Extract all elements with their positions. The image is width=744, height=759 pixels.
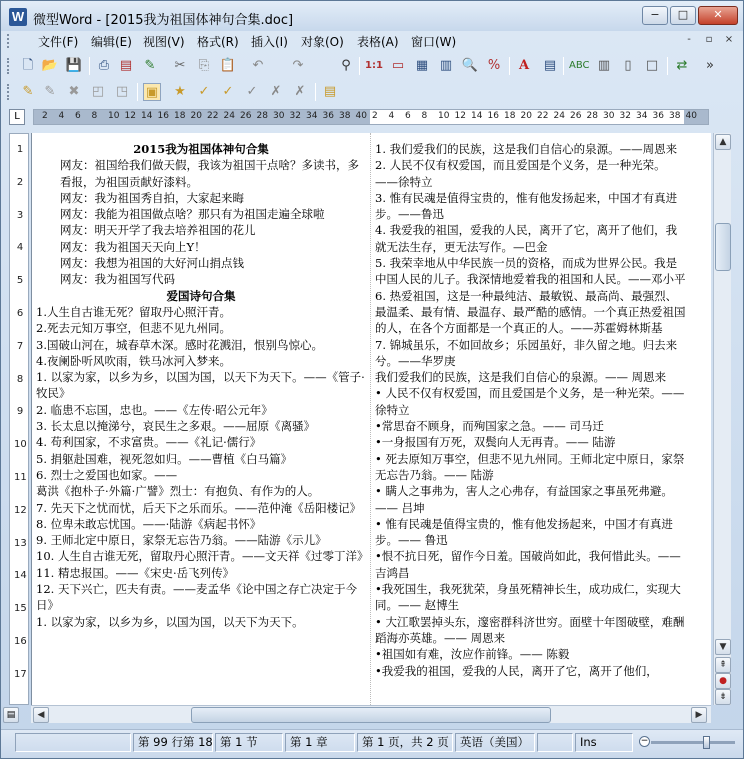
document-paragraph: 1. 我们爱我们的民族，这是我们自信心的泉源。——周恩来 (375, 142, 678, 156)
document-paragraph: • 瞒人之事弗为，害人之心弗存，有益国家之事虽死弗避。—— 吕坤 (375, 484, 673, 515)
document-paragraph: 网友：我能为祖国做点啥？那只有为祖国走遍全球啦 (60, 207, 325, 222)
text-style-icon[interactable]: A (518, 58, 530, 73)
ruler-number: 18 (174, 111, 186, 121)
left-column (36, 141, 369, 630)
ruler-number: 28 (586, 111, 598, 121)
find-icon[interactable]: ⚲ (341, 58, 351, 73)
page-layout-icon[interactable]: ▦ (415, 58, 429, 73)
ruler-number: 40 (355, 111, 367, 121)
status-chapter: 第 1 章 (285, 733, 355, 752)
ruler-number: 28 (256, 111, 268, 121)
ruler-number: 6 (405, 111, 411, 121)
ruler-number: 32 (619, 111, 631, 121)
ruler-line-number: 10 (14, 439, 27, 451)
status-insert-mode[interactable]: Ins (575, 733, 633, 752)
review-toolbar (1, 79, 743, 105)
document-paragraph: •常思奋不顾身，而殉国家之急。—— 司马迁 (375, 419, 604, 434)
ruler-line-number: 5 (16, 275, 24, 287)
ruler-line-number: 8 (16, 373, 24, 385)
toolbar-separator (563, 57, 564, 75)
ruler-number: 2 (42, 111, 48, 121)
ruler-number: 16 (157, 111, 169, 121)
ruler-number: 34 (306, 111, 318, 121)
line-numbers-icon[interactable]: 1:1 (365, 60, 383, 71)
document-paragraph: 网友：我想为祖国的大好河山捐点钱 (60, 256, 244, 271)
status-blank-2 (537, 733, 573, 752)
ruler-number: 12 (124, 111, 136, 121)
ruler-number: 24 (223, 111, 235, 121)
document-paragraph: 3. 惟有民魂是值得宝贵的，惟有他发扬起来，中国才有真进步。——鲁迅 (375, 190, 678, 222)
ruler-line-number: 4 (16, 242, 24, 254)
ruler-number: 24 (553, 111, 565, 121)
toolbar-overflow-icon[interactable]: » (706, 58, 714, 73)
document-paragraph: 1.人生自古谁无死？留取丹心照汗青。 (36, 304, 231, 319)
document-paragraph: •恨不抗日死，留作今日羞。国破尚如此，我何惜此头。—— 吉鸿昌 (375, 549, 681, 580)
paste-icon[interactable]: 📋 (219, 58, 237, 73)
ruler-line-number: 12 (14, 504, 27, 516)
document-paragraph: •我爱我的祖国，爱我的人民，离开了它，离开了他们， (375, 663, 658, 678)
columns-icon[interactable]: ▥ (597, 58, 611, 73)
document-paragraph: 2015我为祖国体神句合集 (133, 142, 269, 156)
document-paragraph: 3.国破山河在，城春草木深。感时花溅泪，恨别鸟惊心。 (36, 337, 323, 352)
previous-page-button[interactable]: ⇞ (715, 657, 731, 673)
ruler-number: 30 (273, 111, 285, 121)
vertical-scrollbar[interactable] (713, 133, 731, 705)
status-line-col: 第 99 行第 18 (133, 733, 213, 752)
document-paragraph: • 死去原知万事空，但悲不见九州同。王师北定中原日，家祭无忘告乃翁。—— 陆游 (375, 451, 685, 482)
status-page: 第 1 页，共 2 页 (357, 733, 453, 752)
ruler-number: 10 (438, 111, 450, 121)
sync-icon[interactable]: ⇄ (676, 58, 688, 73)
bookmark-new-icon[interactable]: ✎ (22, 84, 34, 99)
percent-icon[interactable]: % (487, 58, 501, 73)
ruler-number: 26 (570, 111, 582, 121)
next-comment-icon[interactable]: ◳ (115, 84, 129, 99)
scroll-down-button[interactable]: ▼ (715, 639, 731, 655)
title-bar[interactable] (1, 1, 743, 31)
document-paragraph: 2. 临患不忘国，忠也。——《左传·昭公元年》 (36, 402, 273, 417)
ruler-number: 36 (322, 111, 334, 121)
ruler-number: 20 (520, 111, 532, 121)
new-document-icon[interactable]: 🗋 (22, 58, 34, 73)
ruler-number: 12 (454, 111, 466, 121)
spellcheck-doc-icon[interactable]: ✎ (144, 58, 156, 73)
scroll-left-button[interactable]: ◀ (33, 707, 49, 723)
undo-icon[interactable]: ↶ (252, 58, 264, 73)
document-paragraph: 7. 先天下之忧而忧，后天下之乐而乐。——范仲淹《岳阳楼记》 (36, 500, 362, 515)
zoom-slider-knob[interactable] (703, 736, 710, 749)
ruler-number: 40 (685, 111, 697, 121)
compare-icon[interactable]: ✗ (270, 84, 282, 99)
right-column (375, 141, 687, 679)
doc-minimize-button[interactable]: - (687, 34, 691, 45)
document-paragraph: 9. 王师北定中原日，家祭无忘告乃翁。——陆游《示儿》 (36, 533, 327, 548)
menu-table[interactable]: 表格(A) (357, 35, 399, 49)
tab-stop-selector[interactable]: L (9, 109, 25, 125)
status-section: 第 1 节 (215, 733, 283, 752)
document-paragraph: 爱国诗句合集 (166, 288, 236, 303)
document-paragraph: 4. 苟利国家，不求富贵。——《礼记·儒行》 (36, 435, 262, 450)
ruler-number: 2 (372, 111, 378, 121)
ruler-number: 30 (603, 111, 615, 121)
document-paragraph: 4. 我爱我的祖国，爱我的人民，离开了它，离开了他们，我就无法生存，更无法写作。—巴金 (375, 223, 678, 254)
word-app-icon[interactable]: W (9, 8, 27, 26)
toolbar-separator (509, 57, 510, 75)
document-paragraph: 网友：我为祖国秀自拍，大家起来晦 (60, 190, 244, 205)
menu-edit[interactable]: 编辑(E) (91, 35, 132, 49)
horizontal-scrollbar[interactable] (6, 705, 711, 723)
save-icon[interactable]: 💾 (65, 58, 83, 73)
document-paragraph: 葛洪《抱朴子·外篇·广譬》烈士：有抱负、有作为的人。 (36, 484, 320, 499)
print-icon[interactable]: ⎙ (98, 58, 110, 73)
menu-insert[interactable]: 插入(I) (251, 35, 288, 49)
document-paragraph: 12. 天下兴亡，匹夫有责。——麦孟华《论中国之存亡决定于今日》 (36, 582, 357, 613)
document-paragraph: 2.死去元知万事空，但悲不见九州同。 (36, 321, 231, 336)
compare-docs-icon[interactable]: ✗ (294, 84, 306, 99)
close-button[interactable]: ✕ (698, 6, 738, 25)
document-paragraph: 6. 热爱祖国，这是一种最纯洁、最敏锐、最高尚、最强烈、最温柔、最有情、最温存、最严酷的感情。一个真正热爱祖国的人，在各个方面都是一个真正的人。——苏霍姆林斯基 (375, 288, 686, 336)
ruler-number: 8 (421, 111, 428, 121)
accept-change-icon[interactable]: ★ (174, 84, 186, 99)
document-paragraph: 网友：我为祖国天天向上Y！ (60, 239, 206, 254)
document-paragraph: •我死国生，我死犹荣，身虽死精神长生，成功成仁，实现大同。—— 赵博生 (375, 582, 681, 613)
ruler-line-number: 3 (16, 209, 24, 221)
ruler-row (1, 105, 743, 129)
print-preview-icon[interactable]: ▤ (119, 58, 133, 73)
two-pages-icon[interactable]: ▥ (439, 58, 453, 73)
document-paragraph: 1. 以家为家，以乡为乡，以国为国，以天下为天下。 (36, 614, 304, 629)
zoom-slider[interactable] (651, 741, 735, 744)
ruler-number: 38 (339, 111, 351, 121)
document-paragraph: 3. 长太息以掩涕兮，哀民生之多艰。——屈原《离骚》 (36, 419, 316, 434)
ruler-line-number: 6 (16, 308, 24, 319)
ruler-number: 34 (636, 111, 648, 121)
ruler-line-number: 16 (14, 636, 27, 647)
menu-view[interactable]: 视图(V) (143, 35, 185, 49)
ruler-number: 20 (190, 111, 202, 121)
ruler-number: 38 (669, 111, 681, 121)
maximize-button[interactable]: □ (670, 6, 696, 25)
ruler-line-number: 7 (16, 340, 24, 352)
track-changes-icon[interactable]: ▣ (143, 83, 161, 101)
document-page[interactable] (31, 133, 711, 705)
document-paragraph: 4.夜阑卧听风吹雨，铁马冰河入梦来。 (36, 353, 231, 368)
ruler-number: 6 (75, 111, 81, 121)
table-icon[interactable]: ▤ (543, 58, 557, 73)
status-blank (15, 733, 131, 752)
next-page-button[interactable]: ⇟ (715, 689, 731, 705)
ruler-line-number: 13 (14, 537, 27, 549)
doc-close-button[interactable]: × (724, 34, 734, 45)
ruler-number: 4 (388, 111, 395, 121)
status-language[interactable]: 英语（美国） (455, 733, 535, 752)
ruler-number: 10 (108, 111, 120, 121)
document-paragraph: 8. 位卑未敢忘忧国。——·陆游《病起书怀》 (36, 516, 262, 531)
ruler-number: 18 (504, 111, 516, 121)
document-paragraph: 网友：明天开学了我去培养祖国的花儿 (60, 223, 256, 238)
ruler-line-number: 1 (16, 144, 24, 155)
copy-icon[interactable]: ⎘ (198, 58, 210, 73)
horizontal-scroll-thumb[interactable] (191, 707, 551, 723)
ruler-line-number: 9 (16, 406, 24, 418)
document-paragraph: 网友：祖国给我们做天假，我该为祖国干点啥？多读书，多看报，为祖国贡献好漆料。 (60, 158, 359, 189)
ruler-number: 14 (141, 111, 153, 121)
document-paragraph: 11. 精忠报国。——《宋史·岳飞列传》 (36, 565, 235, 580)
ruler-line-number: 2 (16, 176, 24, 188)
toolbar-separator (315, 83, 316, 101)
document-paragraph: 6. 烈士之爱国也如家。—— (36, 467, 178, 482)
menu-file[interactable]: 文件(F) (38, 35, 79, 49)
document-paragraph: • 人民不仅有权爱国，而且爱国是个义务，是一种光荣。—— 徐特立 (375, 386, 685, 417)
document-paragraph: 2. 人民不仅有权爱国，而且爱国是个义务，是一种光荣。——徐特立 (375, 158, 666, 189)
document-paragraph: • 惟有民魂是值得宝贵的，惟有他发扬起来，中国才有真进步。—— 鲁迅 (375, 516, 673, 548)
ruler-number: 22 (207, 111, 219, 121)
normal-view-button[interactable]: ▤ (3, 707, 19, 723)
window-title: 微型Word - [2015我为祖国体神句合集.doc] (33, 13, 294, 28)
prev-comment-icon[interactable]: ◰ (91, 84, 105, 99)
document-paragraph: 10. 人生自古谁无死，留取丹心照汗青。——文天祥《过零丁洋》 (36, 549, 369, 564)
ruler-number: 8 (91, 111, 98, 121)
document-paragraph: 5. 捐躯赴国难，视死忽如归。——曹植《白马篇》 (36, 451, 293, 466)
menu-grip[interactable] (7, 34, 11, 48)
scroll-thumb[interactable] (715, 223, 731, 271)
accept-all-icon[interactable]: ✓ (222, 84, 234, 99)
scroll-up-button[interactable]: ▲ (715, 134, 731, 150)
page-border-icon[interactable]: ▭ (391, 58, 405, 73)
status-bar (1, 729, 743, 758)
toolbar-separator (359, 57, 360, 75)
minimize-button[interactable]: − (642, 6, 668, 25)
document-paragraph: 1. 以家为家，以乡为乡，以国为国，以天下为天下。——《管子·牧民》 (36, 370, 365, 401)
ruler-line-number: 14 (14, 570, 27, 582)
menu-format[interactable]: 格式(R) (197, 35, 239, 49)
reviewing-pane-icon[interactable]: ▤ (323, 84, 337, 99)
document-paragraph: •祖国如有难，汝应作前锋。—— 陈毅 (375, 647, 570, 662)
ruler-number: 32 (289, 111, 301, 121)
ruler-number: 26 (240, 111, 252, 121)
ruler-number: 4 (58, 111, 65, 121)
doc-restore-button[interactable]: ▫ (705, 34, 713, 45)
redo-icon[interactable]: ↷ (292, 58, 304, 73)
document-paragraph: • 大江歌罢掉头东，邃密群科济世穷。面壁十年图破壁，难酬蹈海亦英雄。—— 周恩来 (375, 614, 685, 645)
menu-object[interactable]: 对象(O) (301, 35, 344, 49)
ruler-number: 16 (487, 111, 499, 121)
scroll-right-button[interactable]: ▶ (691, 707, 707, 723)
vertical-ruler[interactable] (9, 133, 29, 705)
ruler-line-number: 15 (14, 603, 27, 615)
horizontal-ruler[interactable] (33, 109, 709, 125)
zoom-icon[interactable]: 🔍 (461, 58, 479, 73)
ruler-number: 22 (537, 111, 549, 121)
open-folder-icon[interactable]: 📂 (41, 58, 59, 73)
reject-all-icon[interactable]: ✓ (246, 84, 258, 99)
delete-comment-icon[interactable]: ✖ (68, 84, 80, 99)
toolbar-grip[interactable] (7, 58, 11, 74)
document-paragraph: 7. 锦城虽乐，不如回故乡；乐园虽好，非久留之地。归去来兮。——华罗庚 (375, 337, 678, 368)
ruler-line-number: 11 (14, 472, 27, 483)
document-paragraph: 我们爱我们的民族，这是我们自信心的泉源。—— 周恩来 (375, 370, 667, 385)
toolbar-grip[interactable] (7, 84, 11, 100)
spelling-icon[interactable]: ABC (569, 60, 590, 71)
document-paragraph: 5. 我荣幸地从中华民族一员的资格，而成为世界公民。我是中国人民的儿子。我深情地爱着我的祖国和人民。——邓小平 (375, 256, 686, 287)
menu-window[interactable]: 窗口(W) (411, 35, 457, 49)
document-paragraph: 网友：我为祖国写代码 (60, 272, 175, 287)
standard-toolbar (1, 53, 743, 79)
zoom-out-button[interactable]: − (640, 736, 649, 746)
frame-icon[interactable]: □ (645, 58, 659, 73)
ruler-line-number: 17 (14, 668, 27, 680)
ruler-left-margin (34, 110, 370, 124)
ruler-number: 14 (471, 111, 483, 121)
edit-comment-icon[interactable]: ✎ (44, 84, 56, 99)
column-divider (370, 133, 371, 705)
toolbar-separator (137, 83, 138, 101)
ruler-number: 36 (652, 111, 664, 121)
format-icon[interactable]: ▯ (624, 58, 632, 73)
menu-bar (1, 31, 743, 51)
toolbar-separator (667, 57, 668, 75)
cut-icon[interactable]: ✂ (174, 58, 186, 73)
toolbar-separator (89, 57, 90, 75)
select-browse-object-button[interactable]: ● (715, 673, 731, 689)
document-paragraph: •一身报国有万死，双鬓向人无再青。—— 陆游 (375, 435, 616, 450)
reject-change-icon[interactable]: ✓ (198, 84, 210, 99)
